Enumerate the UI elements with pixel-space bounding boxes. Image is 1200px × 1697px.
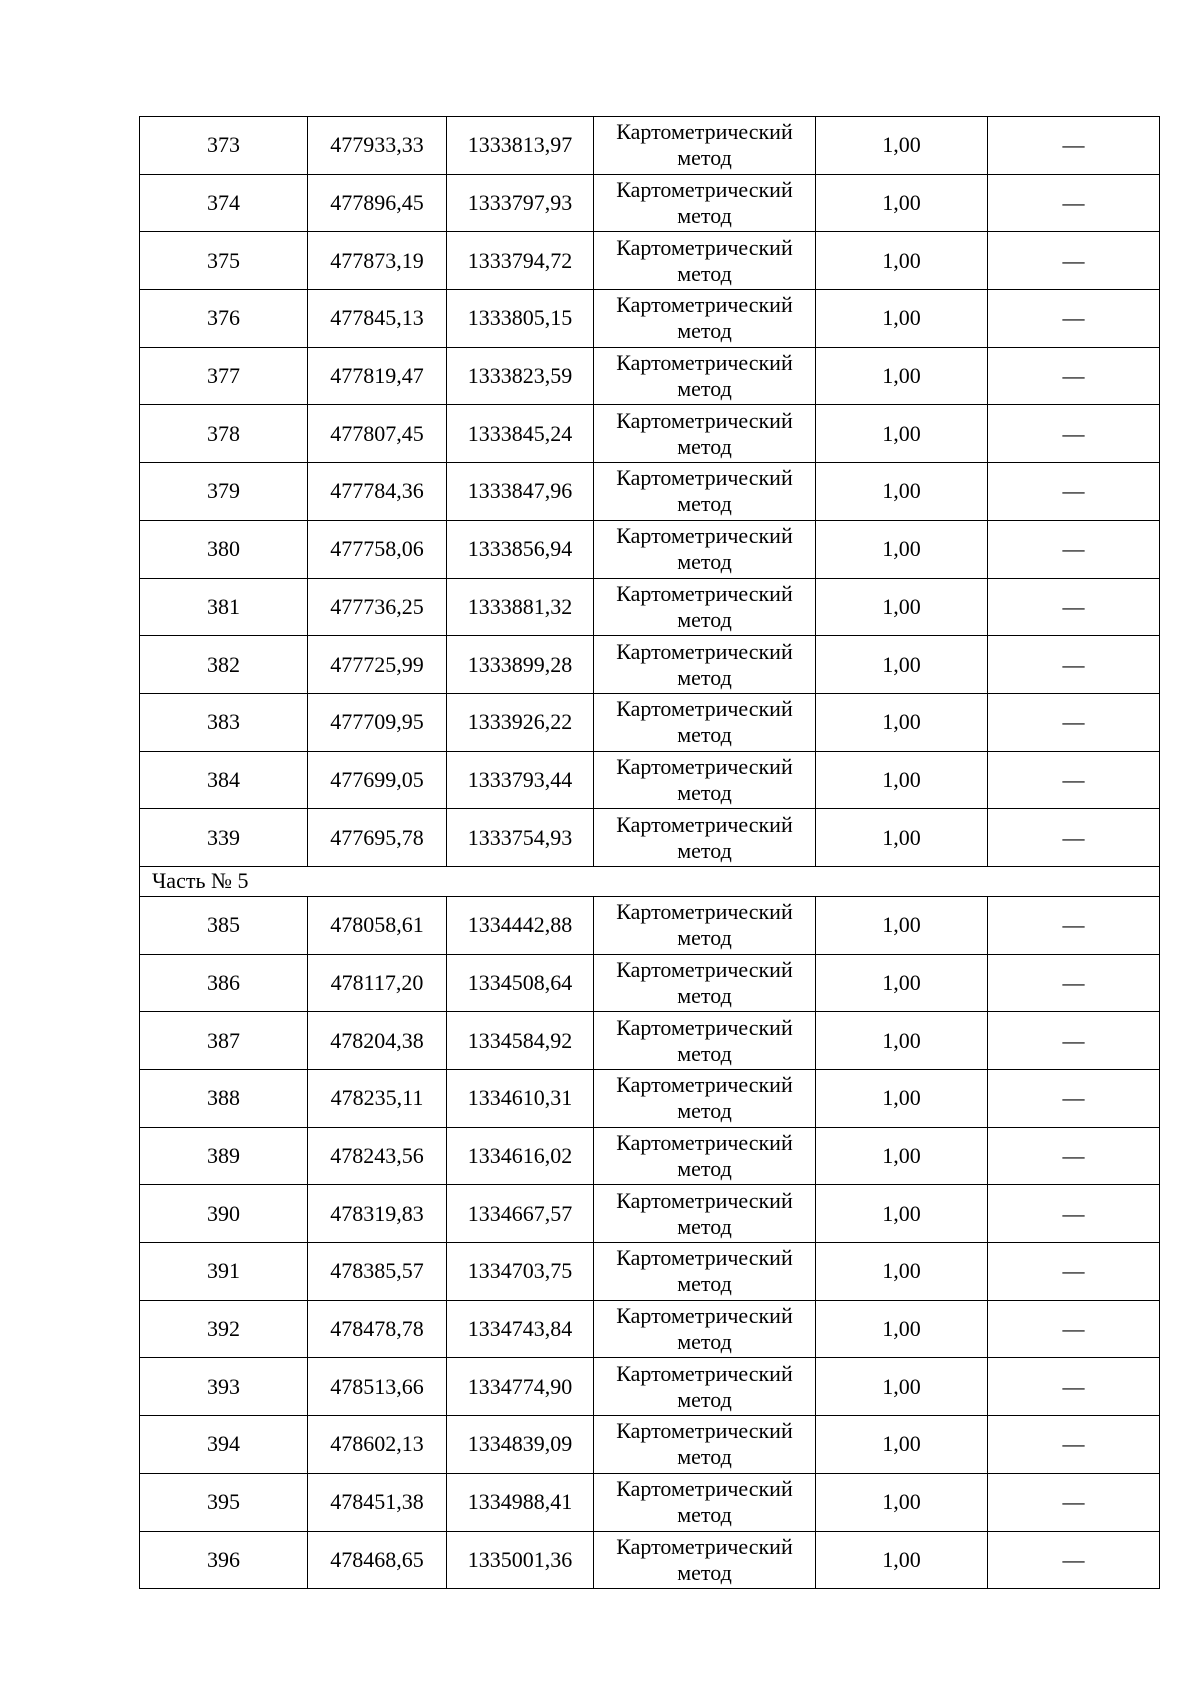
method-cell bbox=[594, 809, 816, 867]
point-number-cell: 378 bbox=[140, 405, 308, 463]
y-coordinate-cell: 1333823,59 bbox=[447, 347, 594, 405]
note-cell: — bbox=[988, 232, 1160, 290]
point-number-cell: 382 bbox=[140, 636, 308, 694]
point-number-cell: 383 bbox=[140, 693, 308, 751]
y-coordinate-cell: 1333797,93 bbox=[447, 174, 594, 232]
x-coordinate-cell: 478235,11 bbox=[308, 1070, 447, 1128]
point-number-cell: 394 bbox=[140, 1416, 308, 1474]
x-coordinate-cell: 477933,33 bbox=[308, 117, 447, 175]
method-line-2: метод bbox=[677, 260, 732, 286]
method-line-2: метод bbox=[677, 376, 732, 402]
method-line-2: метод bbox=[677, 1386, 732, 1412]
point-number-cell: 396 bbox=[140, 1531, 308, 1589]
accuracy-cell: 1,00 bbox=[816, 290, 988, 348]
x-coordinate-cell: 477709,95 bbox=[308, 693, 447, 751]
method-line-1: Картометрический bbox=[616, 407, 793, 433]
method-line-2: метод bbox=[677, 1444, 732, 1470]
table-row bbox=[140, 636, 1160, 694]
method-line-1: Картометрический bbox=[616, 696, 793, 722]
method-cell bbox=[594, 232, 816, 290]
method-line-1: Картометрический bbox=[616, 1303, 793, 1329]
point-number-cell: 387 bbox=[140, 1012, 308, 1070]
method-line-1: Картометрический bbox=[616, 1418, 793, 1444]
table-row bbox=[140, 1127, 1160, 1185]
table-row bbox=[140, 896, 1160, 954]
method-line-2: метод bbox=[677, 1271, 732, 1297]
method-cell bbox=[594, 1185, 816, 1243]
table-row bbox=[140, 954, 1160, 1012]
point-number-cell: 339 bbox=[140, 809, 308, 867]
accuracy-cell: 1,00 bbox=[816, 1416, 988, 1474]
method-cell bbox=[594, 693, 816, 751]
y-coordinate-cell: 1334774,90 bbox=[447, 1358, 594, 1416]
method-line-2: метод bbox=[677, 1502, 732, 1528]
note-cell: — bbox=[988, 1243, 1160, 1301]
note-cell: — bbox=[988, 1473, 1160, 1531]
x-coordinate-cell: 478513,66 bbox=[308, 1358, 447, 1416]
note-cell: — bbox=[988, 1070, 1160, 1128]
point-number-cell: 392 bbox=[140, 1300, 308, 1358]
note-cell: — bbox=[988, 809, 1160, 867]
method-line-1: Картометрический bbox=[616, 350, 793, 376]
y-coordinate-cell: 1333813,97 bbox=[447, 117, 594, 175]
note-cell: — bbox=[988, 1358, 1160, 1416]
y-coordinate-cell: 1333881,32 bbox=[447, 578, 594, 636]
table-row bbox=[140, 751, 1160, 809]
method-cell bbox=[594, 896, 816, 954]
method-line-1: Картометрический bbox=[616, 523, 793, 549]
note-cell: — bbox=[988, 578, 1160, 636]
note-cell: — bbox=[988, 1127, 1160, 1185]
accuracy-cell: 1,00 bbox=[816, 1243, 988, 1301]
accuracy-cell: 1,00 bbox=[816, 117, 988, 175]
table-row bbox=[140, 1416, 1160, 1474]
method-cell bbox=[594, 347, 816, 405]
method-cell bbox=[594, 1127, 816, 1185]
method-line-1: Картометрический bbox=[616, 753, 793, 779]
x-coordinate-cell: 478319,83 bbox=[308, 1185, 447, 1243]
method-line-1: Картометрический bbox=[616, 1360, 793, 1386]
note-cell: — bbox=[988, 954, 1160, 1012]
method-line-1: Картометрический bbox=[616, 811, 793, 837]
method-cell bbox=[594, 290, 816, 348]
y-coordinate-cell: 1334743,84 bbox=[447, 1300, 594, 1358]
method-line-2: метод bbox=[677, 203, 732, 229]
section-header-row bbox=[140, 866, 1160, 896]
x-coordinate-cell: 477725,99 bbox=[308, 636, 447, 694]
y-coordinate-cell: 1333754,93 bbox=[447, 809, 594, 867]
table-row bbox=[140, 1531, 1160, 1589]
x-coordinate-cell: 477807,45 bbox=[308, 405, 447, 463]
note-cell: — bbox=[988, 1531, 1160, 1589]
accuracy-cell: 1,00 bbox=[816, 1127, 988, 1185]
y-coordinate-cell: 1334610,31 bbox=[447, 1070, 594, 1128]
accuracy-cell: 1,00 bbox=[816, 1473, 988, 1531]
note-cell: — bbox=[988, 1012, 1160, 1070]
x-coordinate-cell: 477819,47 bbox=[308, 347, 447, 405]
table-row bbox=[140, 693, 1160, 751]
table-row bbox=[140, 463, 1160, 521]
accuracy-cell: 1,00 bbox=[816, 578, 988, 636]
y-coordinate-cell: 1333794,72 bbox=[447, 232, 594, 290]
y-coordinate-cell: 1334584,92 bbox=[447, 1012, 594, 1070]
point-number-cell: 380 bbox=[140, 520, 308, 578]
method-line-2: метод bbox=[677, 433, 732, 459]
point-number-cell: 373 bbox=[140, 117, 308, 175]
accuracy-cell: 1,00 bbox=[816, 232, 988, 290]
method-line-2: метод bbox=[677, 837, 732, 863]
accuracy-cell: 1,00 bbox=[816, 520, 988, 578]
x-coordinate-cell: 478117,20 bbox=[308, 954, 447, 1012]
accuracy-cell: 1,00 bbox=[816, 405, 988, 463]
table-row bbox=[140, 347, 1160, 405]
method-line-1: Картометрический bbox=[616, 1014, 793, 1040]
method-line-1: Картометрический bbox=[616, 1187, 793, 1213]
method-cell bbox=[594, 117, 816, 175]
accuracy-cell: 1,00 bbox=[816, 809, 988, 867]
accuracy-cell: 1,00 bbox=[816, 174, 988, 232]
x-coordinate-cell: 478385,57 bbox=[308, 1243, 447, 1301]
method-line-1: Картометрический bbox=[616, 177, 793, 203]
y-coordinate-cell: 1334988,41 bbox=[447, 1473, 594, 1531]
y-coordinate-cell: 1333845,24 bbox=[447, 405, 594, 463]
accuracy-cell: 1,00 bbox=[816, 1070, 988, 1128]
note-cell: — bbox=[988, 1416, 1160, 1474]
method-cell bbox=[594, 1243, 816, 1301]
x-coordinate-cell: 478468,65 bbox=[308, 1531, 447, 1589]
point-number-cell: 388 bbox=[140, 1070, 308, 1128]
note-cell: — bbox=[988, 117, 1160, 175]
method-cell bbox=[594, 1358, 816, 1416]
method-cell bbox=[594, 1531, 816, 1589]
y-coordinate-cell: 1333899,28 bbox=[447, 636, 594, 694]
accuracy-cell: 1,00 bbox=[816, 1300, 988, 1358]
method-line-1: Картометрический bbox=[616, 465, 793, 491]
x-coordinate-cell: 478243,56 bbox=[308, 1127, 447, 1185]
x-coordinate-cell: 478478,78 bbox=[308, 1300, 447, 1358]
note-cell: — bbox=[988, 896, 1160, 954]
method-line-2: метод bbox=[677, 1329, 732, 1355]
point-number-cell: 395 bbox=[140, 1473, 308, 1531]
method-line-1: Картометрический bbox=[616, 292, 793, 318]
method-cell bbox=[594, 520, 816, 578]
table-row bbox=[140, 405, 1160, 463]
note-cell: — bbox=[988, 751, 1160, 809]
section-title: Часть № 5 bbox=[140, 866, 1160, 896]
accuracy-cell: 1,00 bbox=[816, 463, 988, 521]
x-coordinate-cell: 477845,13 bbox=[308, 290, 447, 348]
method-cell bbox=[594, 1300, 816, 1358]
table-row bbox=[140, 1358, 1160, 1416]
method-line-2: метод bbox=[677, 318, 732, 344]
method-line-1: Картометрический bbox=[616, 1476, 793, 1502]
note-cell: — bbox=[988, 463, 1160, 521]
table-row bbox=[140, 578, 1160, 636]
method-line-1: Картометрический bbox=[616, 1245, 793, 1271]
method-line-1: Картометрический bbox=[616, 234, 793, 260]
method-line-2: метод bbox=[677, 145, 732, 171]
method-cell bbox=[594, 636, 816, 694]
method-line-2: метод bbox=[677, 1098, 732, 1124]
note-cell: — bbox=[988, 520, 1160, 578]
note-cell: — bbox=[988, 405, 1160, 463]
method-line-1: Картометрический bbox=[616, 1533, 793, 1559]
method-line-2: метод bbox=[677, 1559, 732, 1585]
x-coordinate-cell: 477784,36 bbox=[308, 463, 447, 521]
note-cell: — bbox=[988, 290, 1160, 348]
accuracy-cell: 1,00 bbox=[816, 1531, 988, 1589]
method-cell bbox=[594, 1012, 816, 1070]
accuracy-cell: 1,00 bbox=[816, 1012, 988, 1070]
method-line-2: метод bbox=[677, 722, 732, 748]
y-coordinate-cell: 1333856,94 bbox=[447, 520, 594, 578]
x-coordinate-cell: 478058,61 bbox=[308, 896, 447, 954]
x-coordinate-cell: 477695,78 bbox=[308, 809, 447, 867]
method-line-2: метод bbox=[677, 779, 732, 805]
accuracy-cell: 1,00 bbox=[816, 636, 988, 694]
method-cell bbox=[594, 1416, 816, 1474]
coordinates-table-body bbox=[140, 117, 1160, 1589]
point-number-cell: 375 bbox=[140, 232, 308, 290]
note-cell: — bbox=[988, 636, 1160, 694]
table-row bbox=[140, 1300, 1160, 1358]
note-cell: — bbox=[988, 1300, 1160, 1358]
method-line-2: метод bbox=[677, 1040, 732, 1066]
accuracy-cell: 1,00 bbox=[816, 954, 988, 1012]
point-number-cell: 381 bbox=[140, 578, 308, 636]
point-number-cell: 376 bbox=[140, 290, 308, 348]
note-cell: — bbox=[988, 1185, 1160, 1243]
x-coordinate-cell: 477873,19 bbox=[308, 232, 447, 290]
accuracy-cell: 1,00 bbox=[816, 1358, 988, 1416]
point-number-cell: 389 bbox=[140, 1127, 308, 1185]
accuracy-cell: 1,00 bbox=[816, 693, 988, 751]
x-coordinate-cell: 477896,45 bbox=[308, 174, 447, 232]
x-coordinate-cell: 478451,38 bbox=[308, 1473, 447, 1531]
y-coordinate-cell: 1333926,22 bbox=[447, 693, 594, 751]
method-line-2: метод bbox=[677, 925, 732, 951]
point-number-cell: 390 bbox=[140, 1185, 308, 1243]
method-line-1: Картометрический bbox=[616, 119, 793, 145]
y-coordinate-cell: 1334442,88 bbox=[447, 896, 594, 954]
method-cell bbox=[594, 578, 816, 636]
accuracy-cell: 1,00 bbox=[816, 347, 988, 405]
y-coordinate-cell: 1333793,44 bbox=[447, 751, 594, 809]
method-line-1: Картометрический bbox=[616, 638, 793, 664]
method-line-2: метод bbox=[677, 606, 732, 632]
y-coordinate-cell: 1334839,09 bbox=[447, 1416, 594, 1474]
method-cell bbox=[594, 1473, 816, 1531]
method-line-2: метод bbox=[677, 664, 732, 690]
x-coordinate-cell: 477699,05 bbox=[308, 751, 447, 809]
point-number-cell: 393 bbox=[140, 1358, 308, 1416]
y-coordinate-cell: 1335001,36 bbox=[447, 1531, 594, 1589]
method-cell bbox=[594, 1070, 816, 1128]
x-coordinate-cell: 478204,38 bbox=[308, 1012, 447, 1070]
point-number-cell: 374 bbox=[140, 174, 308, 232]
accuracy-cell: 1,00 bbox=[816, 751, 988, 809]
note-cell: — bbox=[988, 347, 1160, 405]
method-line-1: Картометрический bbox=[616, 1072, 793, 1098]
table-row bbox=[140, 1473, 1160, 1531]
y-coordinate-cell: 1334667,57 bbox=[447, 1185, 594, 1243]
method-line-2: метод bbox=[677, 1213, 732, 1239]
method-line-1: Картометрический bbox=[616, 580, 793, 606]
note-cell: — bbox=[988, 693, 1160, 751]
point-number-cell: 377 bbox=[140, 347, 308, 405]
table-row bbox=[140, 1243, 1160, 1301]
method-line-1: Картометрический bbox=[616, 899, 793, 925]
table-row bbox=[140, 1070, 1160, 1128]
point-number-cell: 385 bbox=[140, 896, 308, 954]
table-row bbox=[140, 290, 1160, 348]
y-coordinate-cell: 1334508,64 bbox=[447, 954, 594, 1012]
method-cell bbox=[594, 174, 816, 232]
table-row bbox=[140, 1012, 1160, 1070]
accuracy-cell: 1,00 bbox=[816, 896, 988, 954]
y-coordinate-cell: 1334703,75 bbox=[447, 1243, 594, 1301]
accuracy-cell: 1,00 bbox=[816, 1185, 988, 1243]
point-number-cell: 384 bbox=[140, 751, 308, 809]
table-row bbox=[140, 232, 1160, 290]
x-coordinate-cell: 477736,25 bbox=[308, 578, 447, 636]
table-row bbox=[140, 520, 1160, 578]
method-cell bbox=[594, 405, 816, 463]
method-line-2: метод bbox=[677, 1156, 732, 1182]
method-cell bbox=[594, 751, 816, 809]
method-line-1: Картометрический bbox=[616, 1130, 793, 1156]
method-line-1: Картометрический bbox=[616, 956, 793, 982]
table-row bbox=[140, 174, 1160, 232]
x-coordinate-cell: 477758,06 bbox=[308, 520, 447, 578]
method-cell bbox=[594, 463, 816, 521]
note-cell: — bbox=[988, 174, 1160, 232]
y-coordinate-cell: 1333847,96 bbox=[447, 463, 594, 521]
method-line-2: метод bbox=[677, 549, 732, 575]
method-cell bbox=[594, 954, 816, 1012]
point-number-cell: 386 bbox=[140, 954, 308, 1012]
method-line-2: метод bbox=[677, 491, 732, 517]
table-row bbox=[140, 117, 1160, 175]
y-coordinate-cell: 1334616,02 bbox=[447, 1127, 594, 1185]
table-row bbox=[140, 1185, 1160, 1243]
point-number-cell: 391 bbox=[140, 1243, 308, 1301]
coordinates-table bbox=[139, 116, 1160, 1589]
x-coordinate-cell: 478602,13 bbox=[308, 1416, 447, 1474]
y-coordinate-cell: 1333805,15 bbox=[447, 290, 594, 348]
method-line-2: метод bbox=[677, 982, 732, 1008]
table-row bbox=[140, 809, 1160, 867]
point-number-cell: 379 bbox=[140, 463, 308, 521]
